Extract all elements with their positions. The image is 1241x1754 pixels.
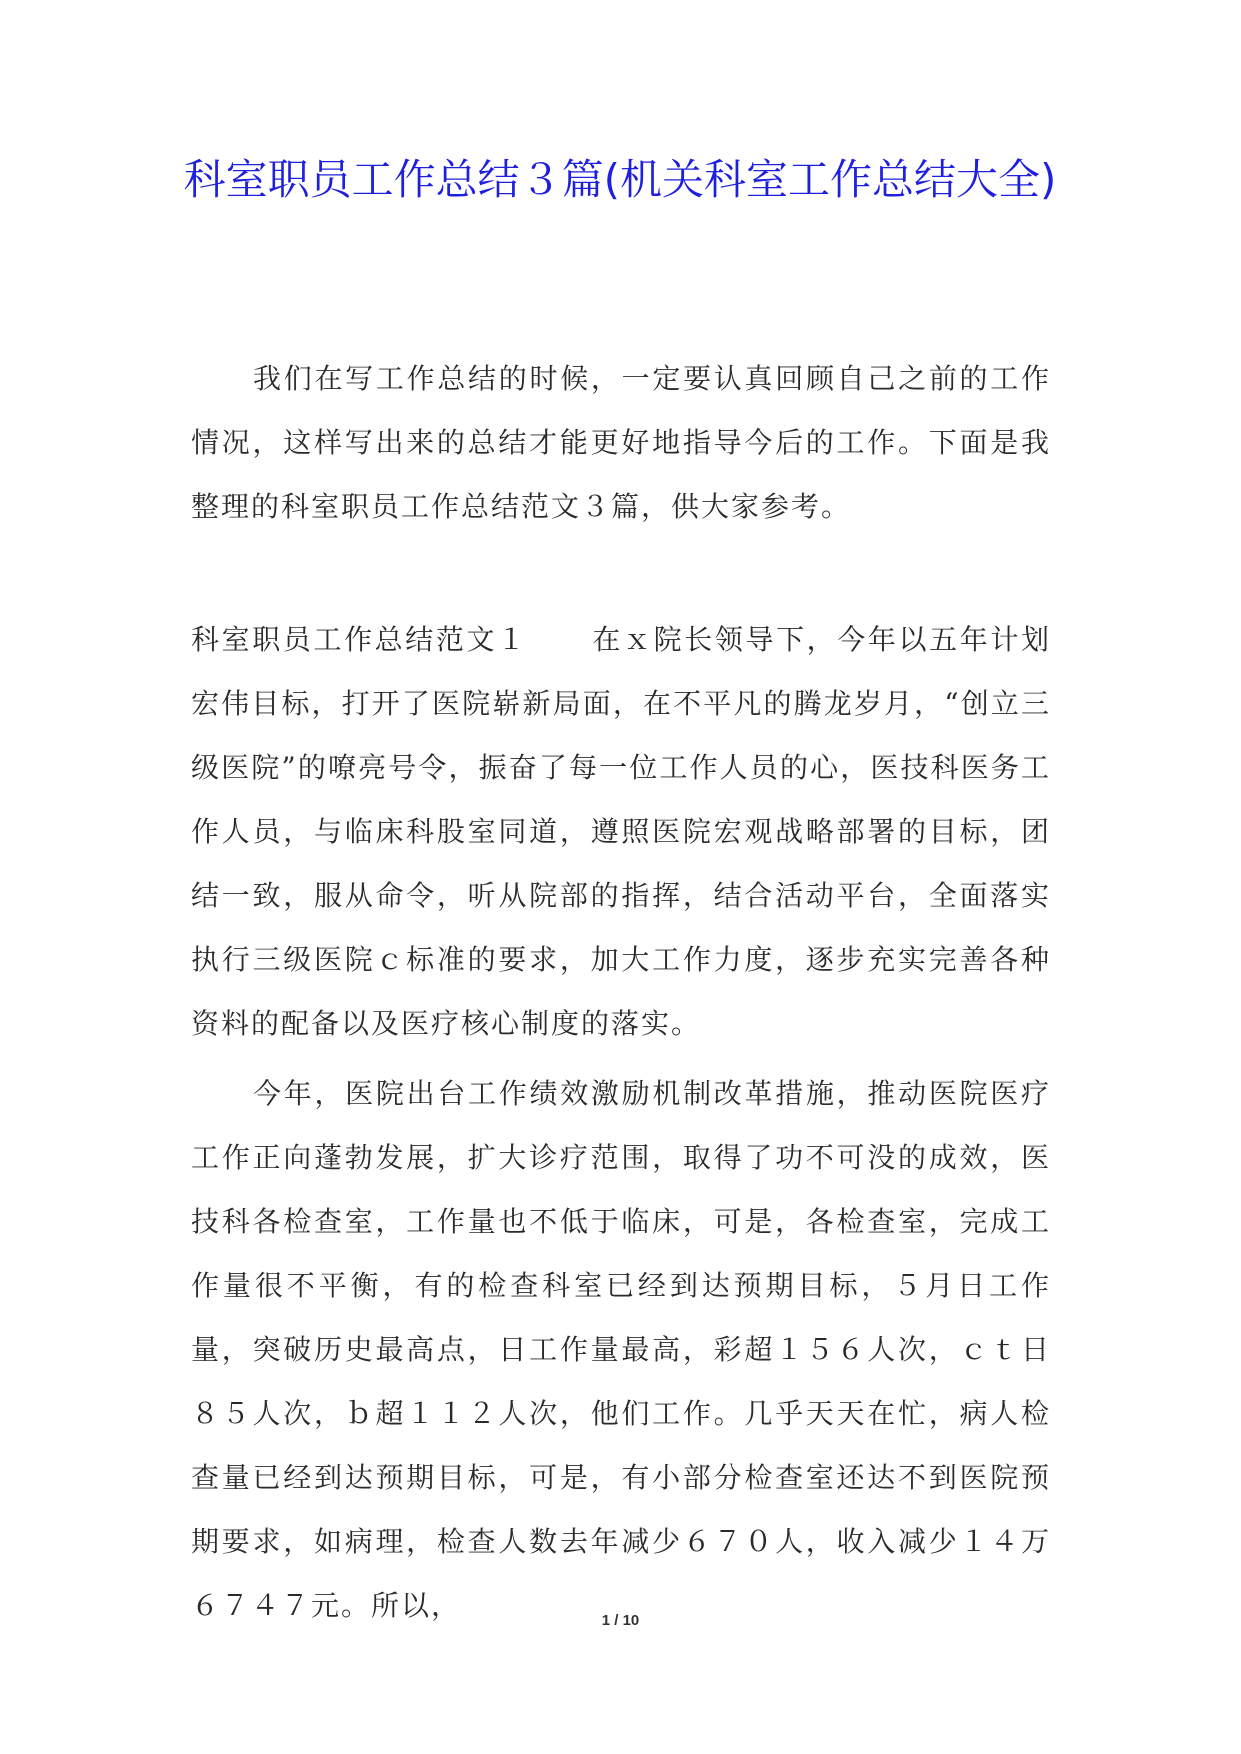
section-paragraph-1 [191, 608, 1051, 1056]
page-number: 1 / 10 [601, 1612, 640, 1629]
document-title: 科室职员工作总结３篇(机关科室工作总结大全) [183, 155, 1057, 204]
section-heading: 科室职员工作总结范文１ [191, 623, 528, 656]
section-paragraph-text: 在ｘ院长领导下，今年以五年计划宏伟目标，打开了医院崭新局面，在不平凡的腾龙岁月，“创立三级医院”的嘹亮号令，振奋了每一位工作人员的心，医技科医务工作人员，与临床科股室同道，遵照医院宏观战略部署的目标，团结一致，服从命令，听从院部的指挥，结合活动平台，全面落实执行三级医院ｃ标准的要求，加大工作力度，逐步充实完善各种资料的配备以及医疗核心制度的落实。 [191, 623, 1051, 1040]
body-paragraph-2: 今年，医院出台工作绩效激励机制改革措施，推动医院医疗工作正向蓬勃发展，扩大诊疗范围，取得了功不可没的成效，医技科各检查室，工作量也不低于临床，可是，各检查室，完成工作量很不平衡，有的检查科室已经到达预期目标，５月日工作量，突破历史最高点，日工作量最高，彩超１５６人次，ｃｔ日８５人次，ｂ超１１２人次，他们工作。几乎天天在忙，病人检查量已经到达预期目标，可是，有小部分检查室还达不到医院预期要求，如病理，检查人数去年减少６７０人，收入减少１４万６７４７元。所以， [191, 1077, 1051, 1622]
intro-paragraph: 我们在写工作总结的时候，一定要认真回顾自己之前的工作情况，这样写出来的总结才能更好地指导今后的工作。下面是我整理的科室职员工作总结范文３篇，供大家参考。 [191, 362, 1051, 523]
